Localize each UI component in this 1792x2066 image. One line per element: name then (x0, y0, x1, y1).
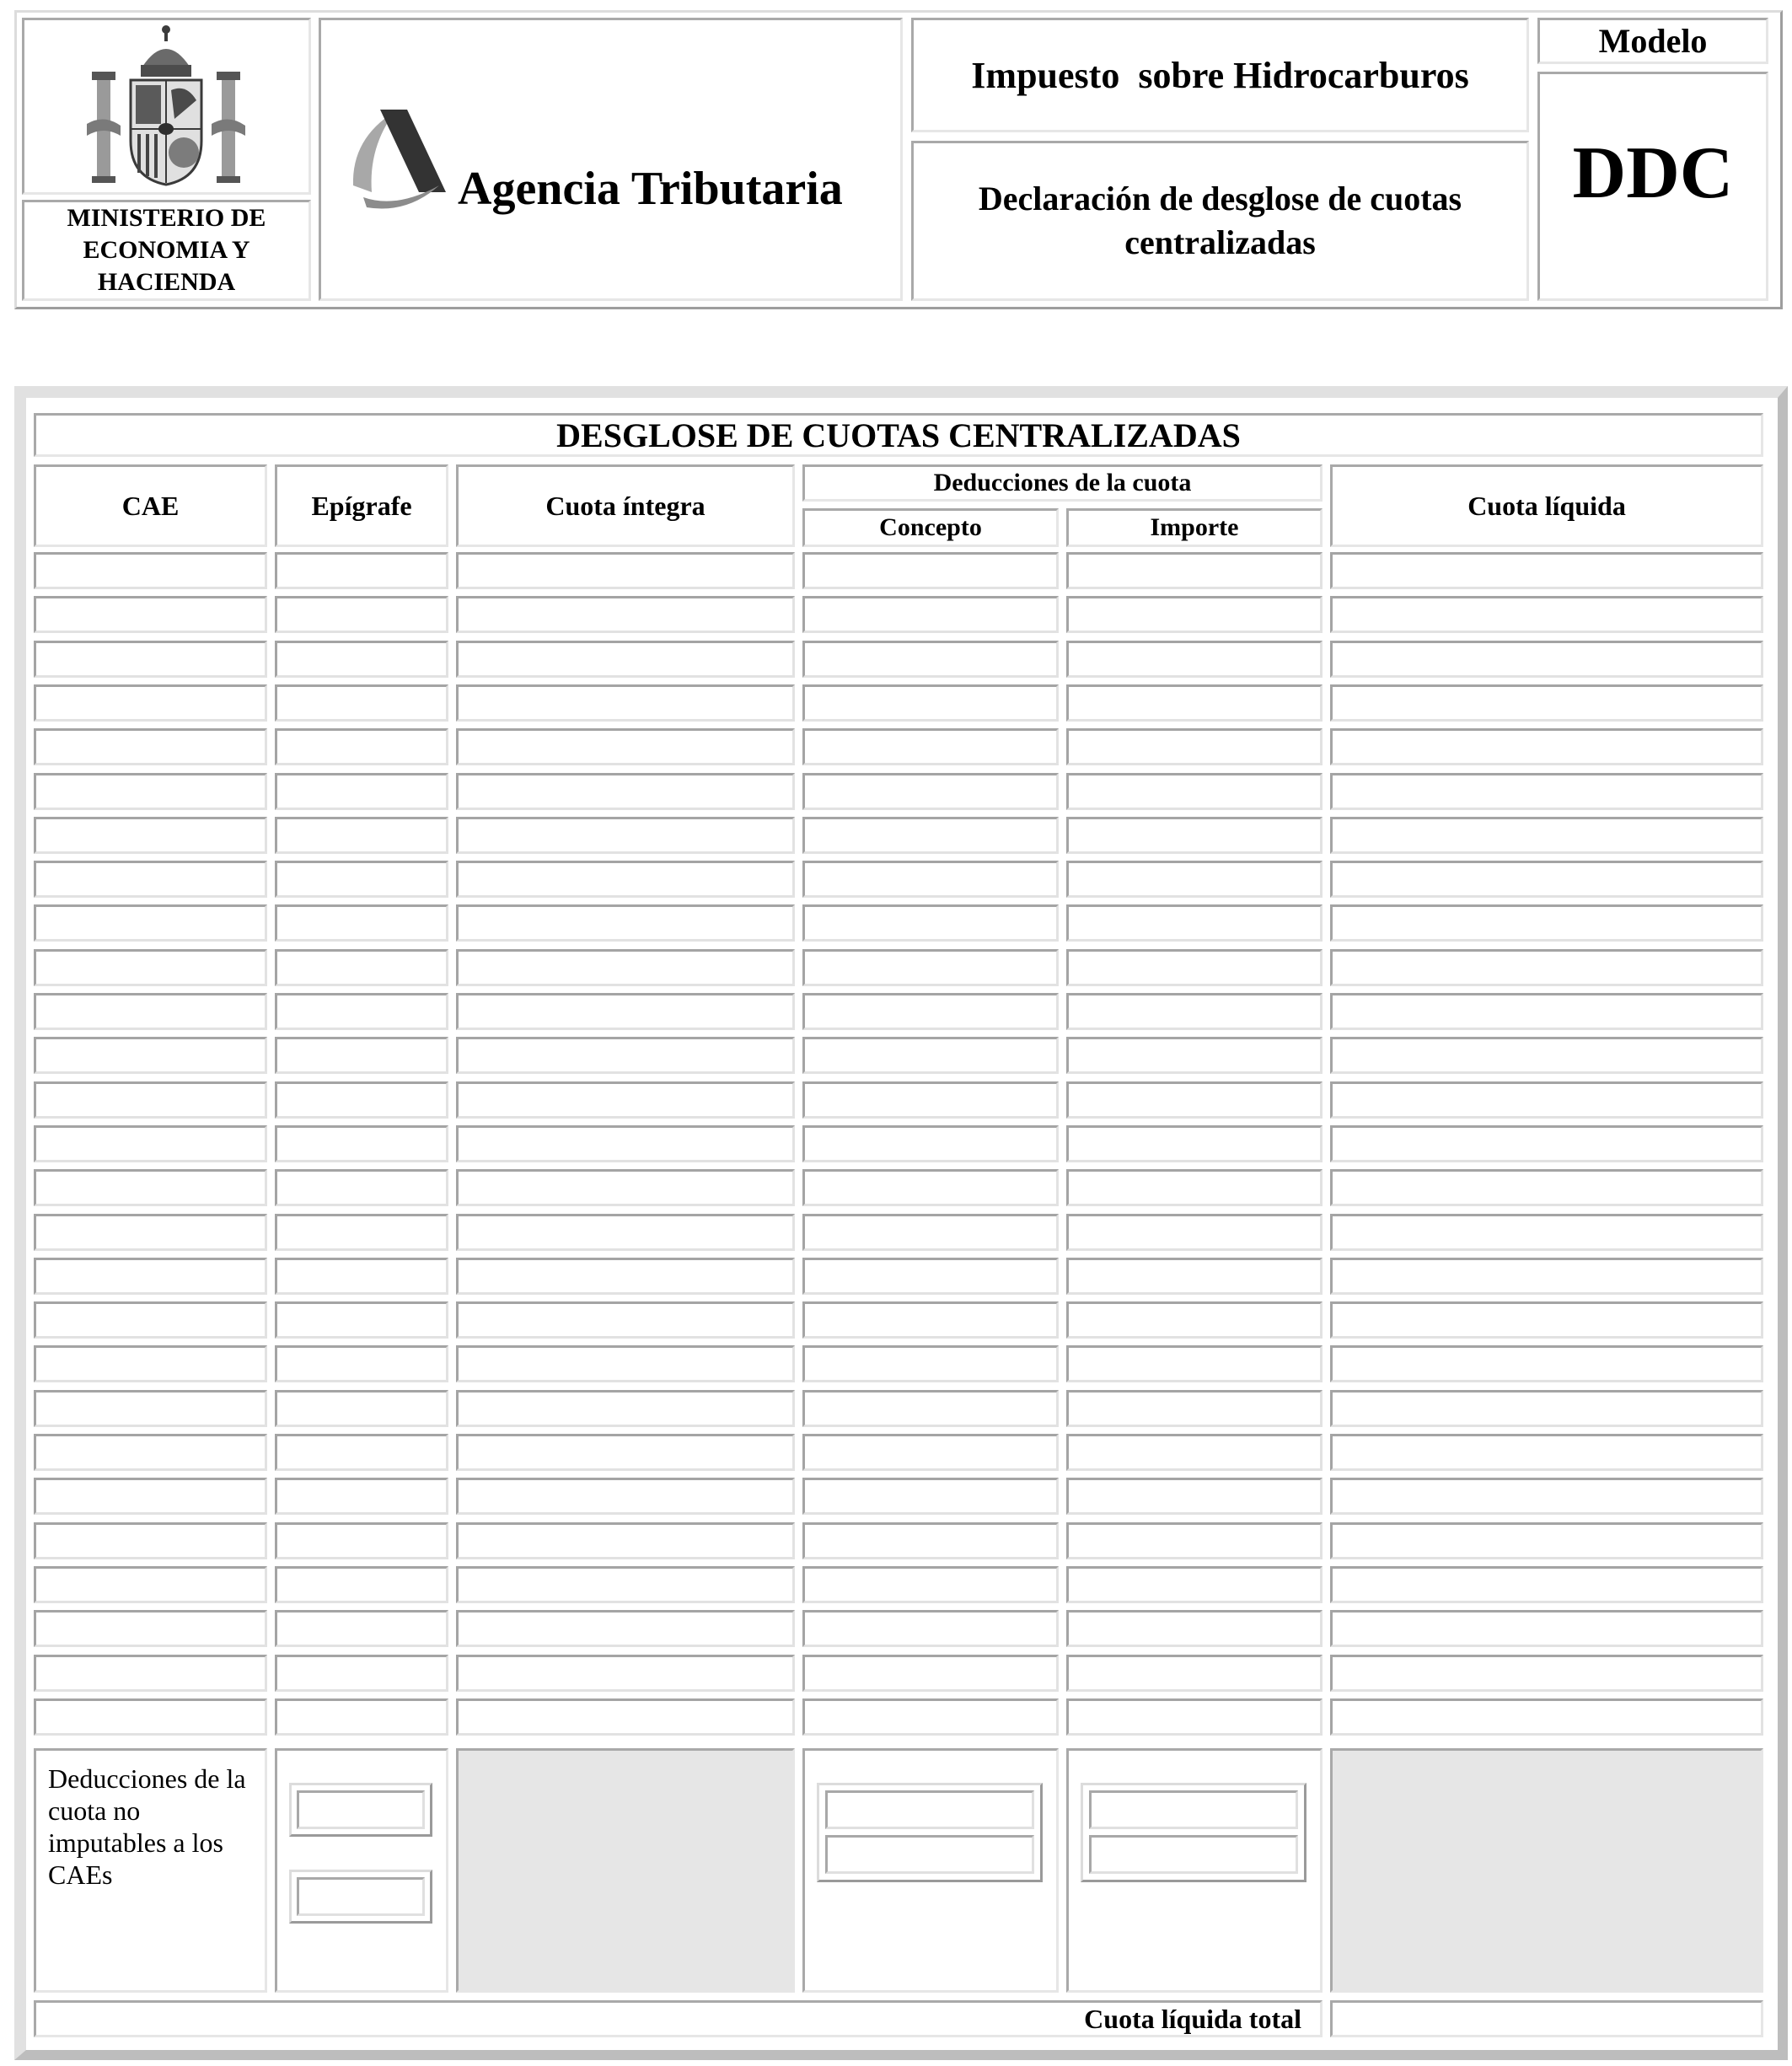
row-22-epigrafe-field[interactable] (275, 1478, 448, 1515)
row-1-cae-field[interactable] (34, 552, 267, 589)
row-24-epigrafe-field[interactable] (275, 1566, 448, 1603)
column-header-cuota-integra: Cuota íntegra (456, 464, 795, 547)
cuota-liquida-shaded-cell (1330, 1748, 1763, 1993)
row-11-cuota-integra-field[interactable] (456, 993, 795, 1030)
row-5-cuota-integra-field[interactable] (456, 728, 795, 765)
row-8-cuota-liquida-field[interactable] (1330, 861, 1763, 898)
row-6-importe-field[interactable] (1066, 773, 1323, 810)
row-4-importe-field[interactable] (1066, 684, 1323, 722)
row-7-importe-field[interactable] (1066, 817, 1323, 854)
ministry-name: MINISTERIO DE ECONOMIA Y HACIENDA (22, 200, 311, 301)
row-5-importe-field[interactable] (1066, 728, 1323, 765)
row-5-concepto-field[interactable] (802, 728, 1059, 765)
row-8-epigrafe-field[interactable] (275, 861, 448, 898)
non-imputable-concepto-field-1[interactable] (825, 1790, 1034, 1829)
row-7-cae-field[interactable] (34, 817, 267, 854)
row-10-cuota-integra-field[interactable] (456, 949, 795, 986)
row-15-epigrafe-field[interactable] (275, 1169, 448, 1206)
row-10-importe-field[interactable] (1066, 949, 1323, 986)
row-18-cae-field[interactable] (34, 1301, 267, 1339)
row-26-cuota-integra-field[interactable] (456, 1655, 795, 1692)
row-17-concepto-field[interactable] (802, 1258, 1059, 1295)
row-16-epigrafe-field[interactable] (275, 1214, 448, 1251)
row-19-cae-field[interactable] (34, 1345, 267, 1382)
column-header-importe: Importe (1066, 508, 1323, 547)
row-22-cuota-liquida-field[interactable] (1330, 1478, 1763, 1515)
agencia-tributaria-logo-icon (346, 105, 448, 214)
row-5-cuota-liquida-field[interactable] (1330, 728, 1763, 765)
row-22-importe-field[interactable] (1066, 1478, 1323, 1515)
row-2-importe-field[interactable] (1066, 596, 1323, 633)
row-13-cae-field[interactable] (34, 1081, 267, 1119)
row-7-cuota-liquida-field[interactable] (1330, 817, 1763, 854)
row-21-epigrafe-field[interactable] (275, 1434, 448, 1471)
row-14-importe-field[interactable] (1066, 1125, 1323, 1162)
row-3-concepto-field[interactable] (802, 641, 1059, 678)
row-27-importe-field[interactable] (1066, 1698, 1323, 1736)
row-25-cae-field[interactable] (34, 1610, 267, 1647)
row-5-cae-field[interactable] (34, 728, 267, 765)
row-3-cuota-liquida-field[interactable] (1330, 641, 1763, 678)
row-27-concepto-field[interactable] (802, 1698, 1059, 1736)
row-23-epigrafe-field[interactable] (275, 1522, 448, 1559)
column-header-cuota-liquida: Cuota líquida (1330, 464, 1763, 547)
row-27-cuota-liquida-field[interactable] (1330, 1698, 1763, 1736)
row-26-cuota-liquida-field[interactable] (1330, 1655, 1763, 1692)
row-26-importe-field[interactable] (1066, 1655, 1323, 1692)
row-26-cae-field[interactable] (34, 1655, 267, 1692)
row-3-epigrafe-field[interactable] (275, 641, 448, 678)
row-2-cae-field[interactable] (34, 596, 267, 633)
non-imputable-concepto-cell (802, 1748, 1059, 1993)
row-9-epigrafe-field[interactable] (275, 904, 448, 942)
row-4-cae-field[interactable] (34, 684, 267, 722)
row-19-cuota-integra-field[interactable] (456, 1345, 795, 1382)
row-5-epigrafe-field[interactable] (275, 728, 448, 765)
row-14-cuota-liquida-field[interactable] (1330, 1125, 1763, 1162)
row-20-concepto-field[interactable] (802, 1390, 1059, 1427)
row-15-cuota-integra-field[interactable] (456, 1169, 795, 1206)
row-23-importe-field[interactable] (1066, 1522, 1323, 1559)
non-imputable-epigrafe-cell (275, 1748, 448, 1993)
tax-title: Impuesto sobre Hidrocarburos (911, 18, 1529, 132)
row-4-cuota-integra-field[interactable] (456, 684, 795, 722)
row-25-importe-field[interactable] (1066, 1610, 1323, 1647)
row-13-concepto-field[interactable] (802, 1081, 1059, 1119)
row-16-cuota-liquida-field[interactable] (1330, 1214, 1763, 1251)
row-12-cuota-liquida-field[interactable] (1330, 1037, 1763, 1074)
row-7-epigrafe-field[interactable] (275, 817, 448, 854)
row-6-cae-field[interactable] (34, 773, 267, 810)
row-8-concepto-field[interactable] (802, 861, 1059, 898)
row-14-cuota-integra-field[interactable] (456, 1125, 795, 1162)
row-25-cuota-integra-field[interactable] (456, 1610, 795, 1647)
row-24-cae-field[interactable] (34, 1566, 267, 1603)
modelo-label: Modelo (1537, 18, 1768, 64)
row-11-cae-field[interactable] (34, 993, 267, 1030)
row-22-concepto-field[interactable] (802, 1478, 1059, 1515)
row-19-importe-field[interactable] (1066, 1345, 1323, 1382)
table-title: DESGLOSE DE CUOTAS CENTRALIZADAS (34, 413, 1763, 457)
row-23-cae-field[interactable] (34, 1522, 267, 1559)
non-imputable-importe-field-1[interactable] (1089, 1790, 1298, 1829)
row-22-cae-field[interactable] (34, 1478, 267, 1515)
row-17-cuota-integra-field[interactable] (456, 1258, 795, 1295)
row-2-cuota-integra-field[interactable] (456, 596, 795, 633)
row-8-importe-field[interactable] (1066, 861, 1323, 898)
row-13-importe-field[interactable] (1066, 1081, 1323, 1119)
row-20-cae-field[interactable] (34, 1390, 267, 1427)
row-7-cuota-integra-field[interactable] (456, 817, 795, 854)
row-16-cae-field[interactable] (34, 1214, 267, 1251)
row-18-epigrafe-field[interactable] (275, 1301, 448, 1339)
row-8-cae-field[interactable] (34, 861, 267, 898)
row-26-concepto-field[interactable] (802, 1655, 1059, 1692)
non-imputable-deductions-label: Deducciones de la cuota no imputables a los CAEs (34, 1748, 267, 1993)
row-22-cuota-integra-field[interactable] (456, 1478, 795, 1515)
row-20-cuota-integra-field[interactable] (456, 1390, 795, 1427)
row-17-cae-field[interactable] (34, 1258, 267, 1295)
row-21-importe-field[interactable] (1066, 1434, 1323, 1471)
row-11-importe-field[interactable] (1066, 993, 1323, 1030)
row-4-concepto-field[interactable] (802, 684, 1059, 722)
row-21-cuota-integra-field[interactable] (456, 1434, 795, 1471)
row-8-cuota-integra-field[interactable] (456, 861, 795, 898)
row-1-cuota-liquida-field[interactable] (1330, 552, 1763, 589)
row-12-cuota-integra-field[interactable] (456, 1037, 795, 1074)
row-23-cuota-integra-field[interactable] (456, 1522, 795, 1559)
row-27-cuota-integra-field[interactable] (456, 1698, 795, 1736)
row-3-cae-field[interactable] (34, 641, 267, 678)
row-11-epigrafe-field[interactable] (275, 993, 448, 1030)
row-21-cuota-liquida-field[interactable] (1330, 1434, 1763, 1471)
spain-coat-of-arms-icon (82, 23, 250, 191)
row-6-concepto-field[interactable] (802, 773, 1059, 810)
row-15-cae-field[interactable] (34, 1169, 267, 1206)
row-12-concepto-field[interactable] (802, 1037, 1059, 1074)
row-23-concepto-field[interactable] (802, 1522, 1059, 1559)
row-7-concepto-field[interactable] (802, 817, 1059, 854)
row-24-cuota-liquida-field[interactable] (1330, 1566, 1763, 1603)
row-2-epigrafe-field[interactable] (275, 596, 448, 633)
row-13-cuota-integra-field[interactable] (456, 1081, 795, 1119)
row-14-concepto-field[interactable] (802, 1125, 1059, 1162)
total-label-cell (34, 2000, 1323, 2037)
row-19-concepto-field[interactable] (802, 1345, 1059, 1382)
row-10-concepto-field[interactable] (802, 949, 1059, 986)
column-header-concepto: Concepto (802, 508, 1059, 547)
non-imputable-importe-field-2[interactable] (1089, 1835, 1298, 1874)
row-3-importe-field[interactable] (1066, 641, 1323, 678)
row-21-cae-field[interactable] (34, 1434, 267, 1471)
row-24-importe-field[interactable] (1066, 1566, 1323, 1603)
row-10-cuota-liquida-field[interactable] (1330, 949, 1763, 986)
row-6-epigrafe-field[interactable] (275, 773, 448, 810)
row-4-cuota-liquida-field[interactable] (1330, 684, 1763, 722)
row-10-epigrafe-field[interactable] (275, 949, 448, 986)
cuota-integra-shaded-cell (456, 1748, 795, 1993)
row-2-cuota-liquida-field[interactable] (1330, 596, 1763, 633)
row-16-concepto-field[interactable] (802, 1214, 1059, 1251)
column-header-epigrafe: Epígrafe (275, 464, 448, 547)
row-15-cuota-liquida-field[interactable] (1330, 1169, 1763, 1206)
total-value-field[interactable] (1330, 2000, 1763, 2037)
row-4-epigrafe-field[interactable] (275, 684, 448, 722)
row-1-concepto-field[interactable] (802, 552, 1059, 589)
row-24-concepto-field[interactable] (802, 1566, 1059, 1603)
row-18-cuota-integra-field[interactable] (456, 1301, 795, 1339)
row-23-cuota-liquida-field[interactable] (1330, 1522, 1763, 1559)
total-label: Cuota líquida total (1084, 2003, 1301, 2034)
row-24-cuota-integra-field[interactable] (456, 1566, 795, 1603)
row-21-concepto-field[interactable] (802, 1434, 1059, 1471)
row-17-cuota-liquida-field[interactable] (1330, 1258, 1763, 1295)
row-9-concepto-field[interactable] (802, 904, 1059, 942)
declaration-title: Declaración de desglose de cuotas centralizadas (911, 141, 1529, 301)
row-20-cuota-liquida-field[interactable] (1330, 1390, 1763, 1427)
row-13-epigrafe-field[interactable] (275, 1081, 448, 1119)
row-18-cuota-liquida-field[interactable] (1330, 1301, 1763, 1339)
row-20-importe-field[interactable] (1066, 1390, 1323, 1427)
row-9-cuota-liquida-field[interactable] (1330, 904, 1763, 942)
row-25-epigrafe-field[interactable] (275, 1610, 448, 1647)
row-27-cae-field[interactable] (34, 1698, 267, 1736)
row-6-cuota-liquida-field[interactable] (1330, 773, 1763, 810)
row-16-importe-field[interactable] (1066, 1214, 1323, 1251)
row-16-cuota-integra-field[interactable] (456, 1214, 795, 1251)
modelo-code: DDC (1537, 72, 1768, 301)
row-10-cae-field[interactable] (34, 949, 267, 986)
row-12-epigrafe-field[interactable] (275, 1037, 448, 1074)
row-12-cae-field[interactable] (34, 1037, 267, 1074)
row-13-cuota-liquida-field[interactable] (1330, 1081, 1763, 1119)
column-header-cae: CAE (34, 464, 267, 547)
agency-panel (319, 18, 903, 301)
row-15-importe-field[interactable] (1066, 1169, 1323, 1206)
row-9-cae-field[interactable] (34, 904, 267, 942)
non-imputable-epigrafe-field-2[interactable] (297, 1877, 425, 1916)
column-header-deducciones: Deducciones de la cuota (802, 464, 1323, 502)
row-27-epigrafe-field[interactable] (275, 1698, 448, 1736)
row-3-cuota-integra-field[interactable] (456, 641, 795, 678)
row-18-importe-field[interactable] (1066, 1301, 1323, 1339)
row-1-importe-field[interactable] (1066, 552, 1323, 589)
row-14-epigrafe-field[interactable] (275, 1125, 448, 1162)
agency-name: Agencia Tributaria (458, 163, 843, 215)
row-9-cuota-integra-field[interactable] (456, 904, 795, 942)
row-20-epigrafe-field[interactable] (275, 1390, 448, 1427)
row-15-concepto-field[interactable] (802, 1169, 1059, 1206)
row-1-cuota-integra-field[interactable] (456, 552, 795, 589)
row-9-importe-field[interactable] (1066, 904, 1323, 942)
non-imputable-epigrafe-field-1[interactable] (297, 1790, 425, 1829)
row-14-cae-field[interactable] (34, 1125, 267, 1162)
row-25-concepto-field[interactable] (802, 1610, 1059, 1647)
row-2-concepto-field[interactable] (802, 596, 1059, 633)
non-imputable-concepto-field-2[interactable] (825, 1835, 1034, 1874)
non-imputable-importe-cell (1066, 1748, 1323, 1993)
row-12-importe-field[interactable] (1066, 1037, 1323, 1074)
row-6-cuota-integra-field[interactable] (456, 773, 795, 810)
row-17-epigrafe-field[interactable] (275, 1258, 448, 1295)
row-11-cuota-liquida-field[interactable] (1330, 993, 1763, 1030)
row-26-epigrafe-field[interactable] (275, 1655, 448, 1692)
coat-of-arms-panel (22, 18, 311, 195)
row-25-cuota-liquida-field[interactable] (1330, 1610, 1763, 1647)
row-19-cuota-liquida-field[interactable] (1330, 1345, 1763, 1382)
row-18-concepto-field[interactable] (802, 1301, 1059, 1339)
row-19-epigrafe-field[interactable] (275, 1345, 448, 1382)
row-17-importe-field[interactable] (1066, 1258, 1323, 1295)
row-11-concepto-field[interactable] (802, 993, 1059, 1030)
row-1-epigrafe-field[interactable] (275, 552, 448, 589)
